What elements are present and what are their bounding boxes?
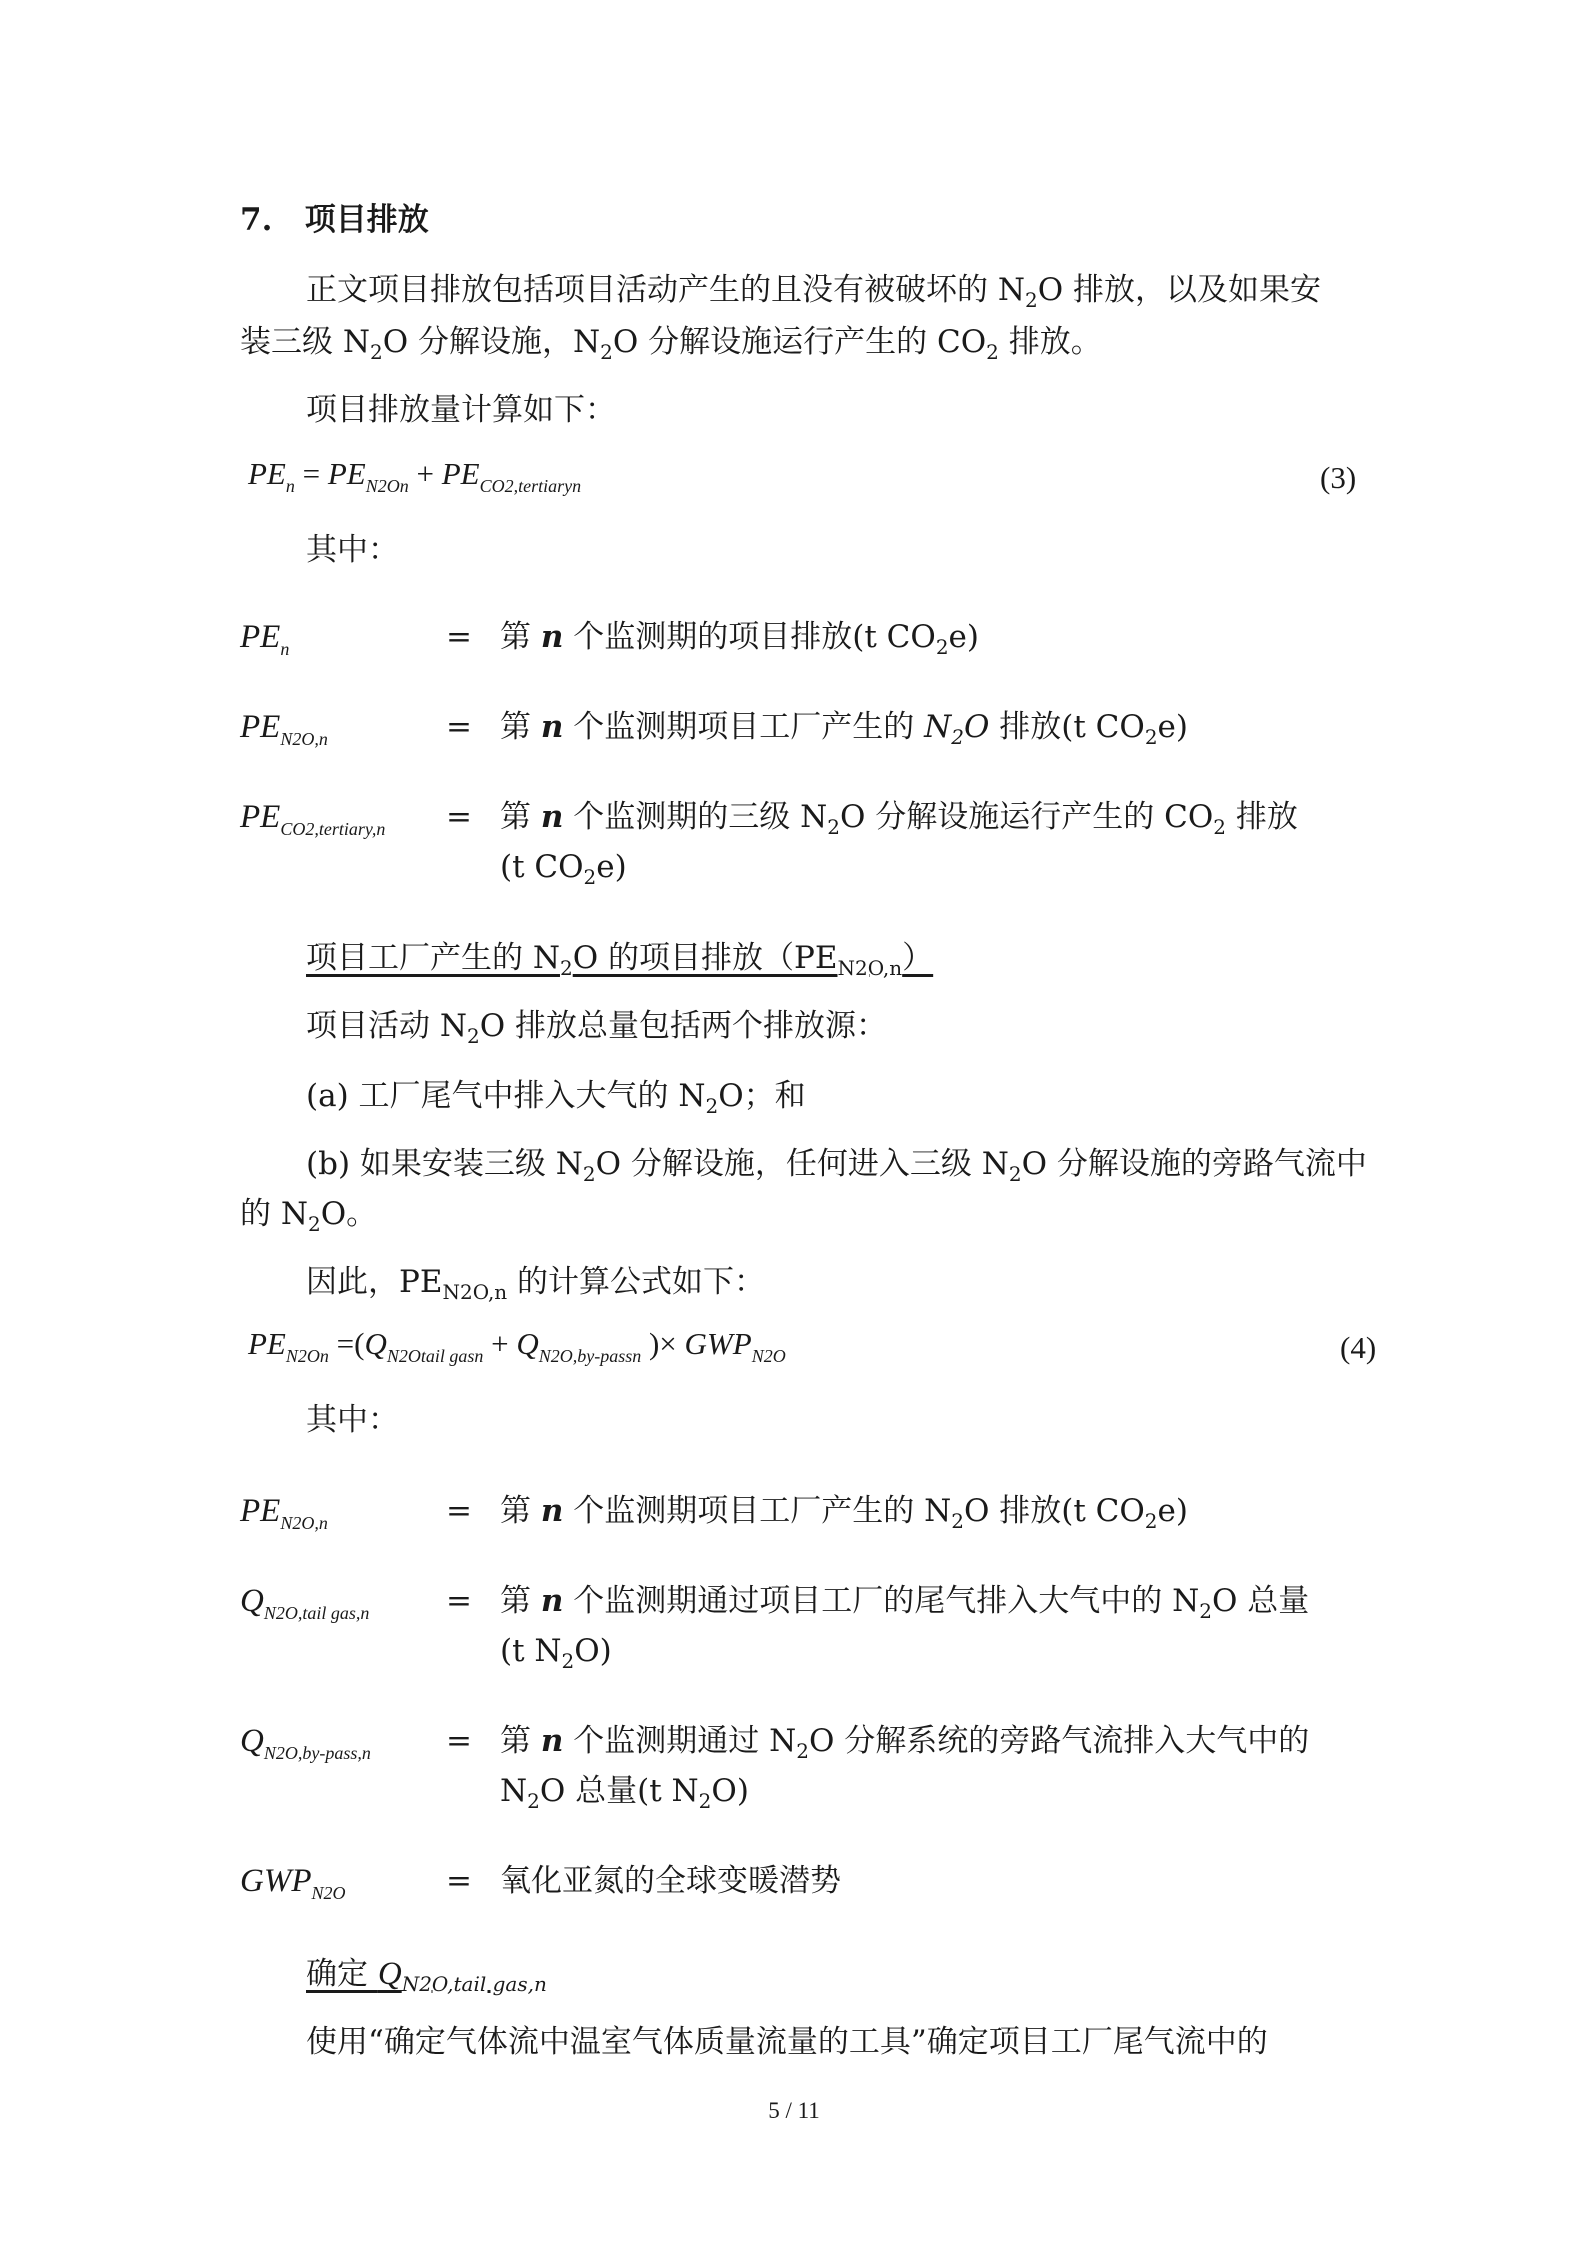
last-paragraph-line: 使用“确定气体流中温室气体质量流量的工具”确定项目工厂尾气流中的 bbox=[306, 2024, 1268, 2060]
subheading-determine-q: 确定 $Q_{N2O,tail gas,n}$ bbox=[306, 1956, 547, 1996]
where-label-1: 其中： bbox=[306, 532, 399, 568]
def-symbol-q-tail-gas: $Q_{N2O,tail gas,n}$ bbox=[240, 1583, 370, 1623]
def-symbol-pe-n2o-2: $PE_{N2O,n}$ bbox=[240, 1493, 328, 1533]
def-text-pe-n2o-2: 第 n 个监测期项目工厂产生的 $N_2O$ 排放(t $CO_2e$) bbox=[500, 1493, 1188, 1533]
page-number: 5 / 11 bbox=[768, 2098, 820, 2123]
def-symbol-pe-n: $PE_n$ bbox=[240, 619, 290, 659]
def-equals: = bbox=[446, 709, 472, 745]
section-heading bbox=[240, 196, 429, 244]
list-item-b: (b) 如果安装三级 $N_2O$ 分解设施，任何进入三级 $N_2O$ 分解设施的旁路气流中 bbox=[306, 1146, 1367, 1186]
intro-line-1: 正文项目排放包括项目活动产生的且没有被破坏的 $N_2O$ 排放，以及如果安 bbox=[306, 272, 1321, 312]
list-item-b-line2: 的 $N_2O$。 bbox=[240, 1196, 378, 1236]
list-item-a: (a) 工厂尾气中排入大气的 $N_2O$；和 bbox=[306, 1078, 806, 1118]
def-text-q-tail-gas: 第 n 个监测期通过项目工厂的尾气排入大气中的 $N_2O$ 总量 bbox=[500, 1583, 1310, 1623]
def-equals: = bbox=[446, 1863, 472, 1899]
section-number: 7. bbox=[240, 202, 273, 238]
def-symbol-gwp: $GWP_{N2O}$ bbox=[240, 1863, 346, 1903]
def-text-q-by-pass: 第 n 个监测期通过 $N_2O$ 分解系统的旁路气流排入大气中的 bbox=[500, 1723, 1310, 1763]
equation-3-number: (3) bbox=[1320, 460, 1357, 495]
therefore-line: 因此，$PE_{N2O,n}$ 的计算公式如下： bbox=[306, 1264, 766, 1304]
section-title: 项目排放 bbox=[304, 202, 429, 238]
def-text-pe-co2-line2: (t $CO_2e$) bbox=[500, 849, 627, 889]
def-text-pe-co2: 第 n 个监测期的三级 $N_2O$ 分解设施运行产生的 $CO_2$ 排放 bbox=[500, 799, 1298, 839]
where-label-2: 其中： bbox=[306, 1402, 399, 1438]
def-equals: = bbox=[446, 1493, 472, 1529]
def-equals: = bbox=[446, 1583, 472, 1619]
sources-intro: 项目活动 $N_2O$ 排放总量包括两个排放源： bbox=[306, 1008, 887, 1048]
intro-line-2: 装三级 $N_2O$ 分解设施，$N_2O$ 分解设施运行产生的 $CO_2$ 排放。 bbox=[240, 324, 1102, 364]
equation-3: $PE_n = PE_{N2On} + PE_{CO2,tertiaryn}$ bbox=[248, 456, 582, 496]
def-text-pe-n2o: 第 n 个监测期项目工厂产生的 $N_2O$ 排放(t $CO_2e$) bbox=[500, 709, 1188, 749]
subheading-pe-n2o: 项目工厂产生的 $N_2O$ 的项目排放$(PE_{N2O,n})$ bbox=[306, 940, 934, 980]
def-text-q-by-pass-line2: $N_2O$ 总量(t $N_2O$) bbox=[500, 1773, 749, 1813]
calc-intro: 项目排放量计算如下： bbox=[306, 392, 616, 428]
def-text-q-tail-gas-line2: (t $N_2O$) bbox=[500, 1633, 612, 1673]
def-symbol-q-by-pass: $Q_{N2O,by-pass,n}$ bbox=[240, 1723, 371, 1763]
equation-4-number: (4) bbox=[1340, 1330, 1377, 1365]
def-equals: = bbox=[446, 1723, 472, 1759]
def-text-pe-n: 第 n 个监测期的项目排放(t $CO_2e$) bbox=[500, 619, 979, 659]
equation-4: $PE_{N2On} =(Q_{N2Otail gasn} + Q_{N2O,by-passn}$ )× $GWP_{N2O}$ bbox=[248, 1326, 786, 1366]
def-equals: = bbox=[446, 619, 472, 655]
def-symbol-pe-co2: $PE_{CO2,tertiary,n}$ bbox=[240, 799, 386, 839]
def-equals: = bbox=[446, 799, 472, 835]
def-text-gwp: 氧化亚氮的全球变暖潜势 bbox=[500, 1863, 841, 1899]
def-symbol-pe-n2o: $PE_{N2O,n}$ bbox=[240, 709, 328, 749]
